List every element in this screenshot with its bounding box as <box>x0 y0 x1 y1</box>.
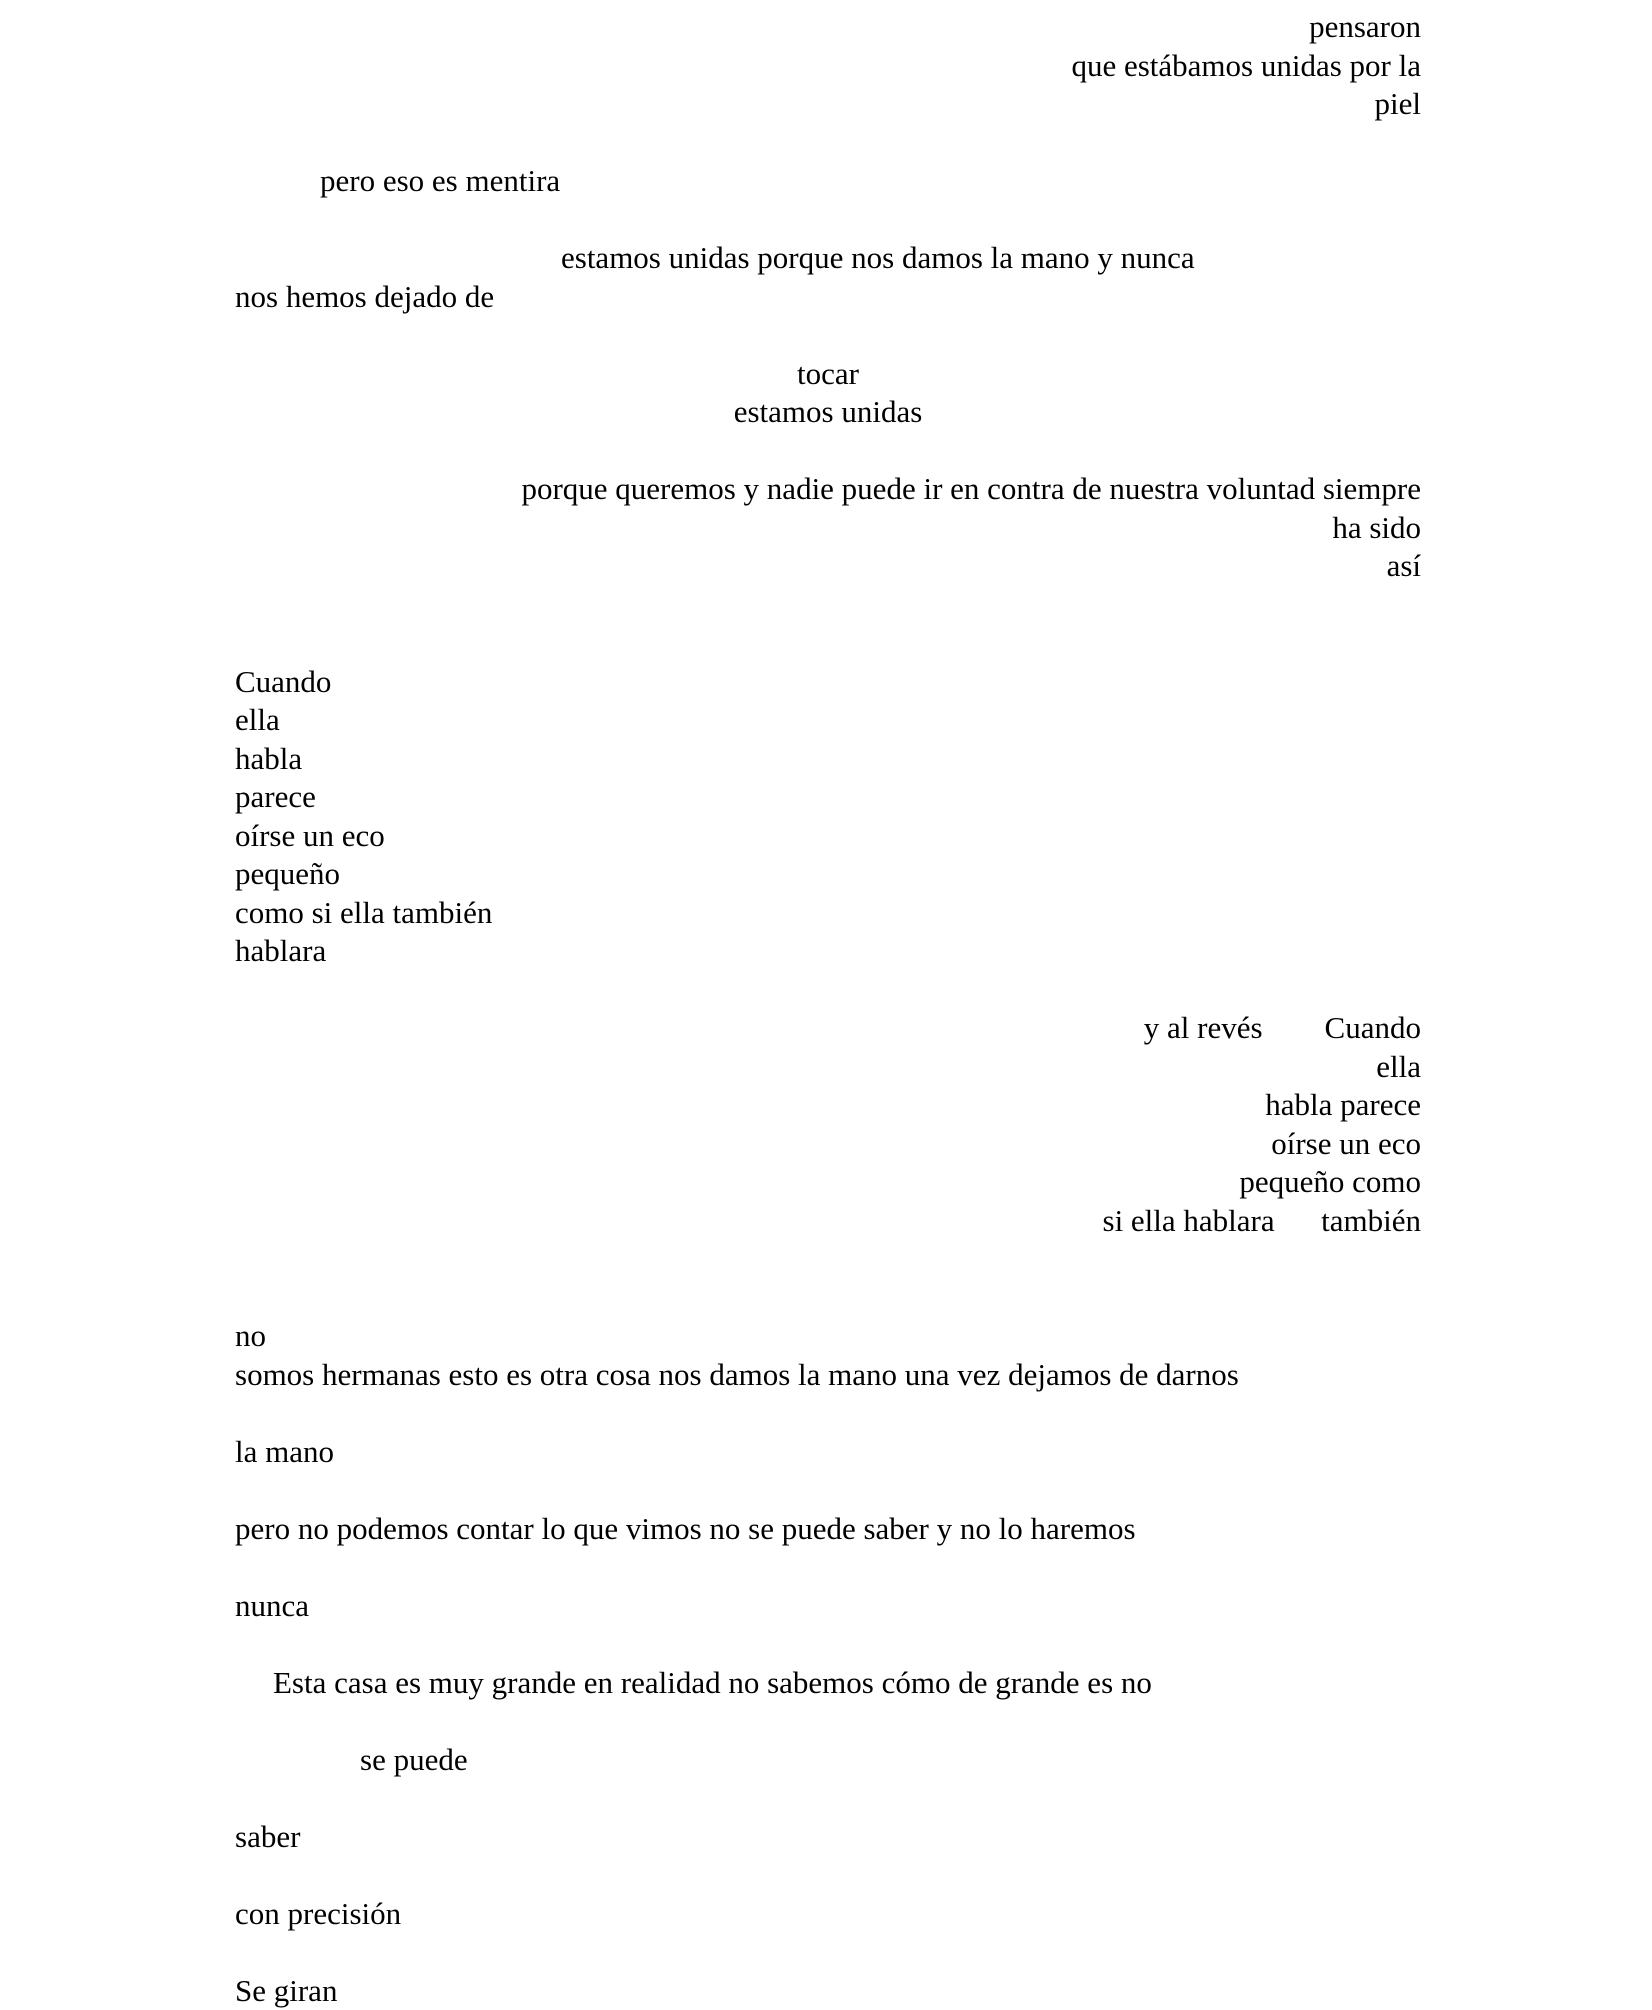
poem-line: ha sido <box>235 509 1421 548</box>
poem-line: hablara <box>235 932 1421 971</box>
poem-line: habla <box>235 740 1421 779</box>
poem-line: piel <box>235 85 1421 124</box>
poem-line: y al revés Cuando <box>235 1009 1421 1048</box>
poem-line: Cuando <box>235 663 1421 702</box>
poem-line: saber <box>235 1818 1421 1857</box>
poem-line: Esta casa es muy grande en realidad no sabemos cómo de grande es no <box>235 1664 1421 1703</box>
poem-line: somos hermanas esto es otra cosa nos damos la mano una vez dejamos de darnos <box>235 1356 1421 1395</box>
poem-line: parece <box>235 778 1421 817</box>
poem-line: ella <box>235 701 1421 740</box>
poem-line: que estábamos unidas por la <box>235 47 1421 86</box>
poem-line: oírse un eco <box>235 1125 1421 1164</box>
poem-line: porque queremos y nadie puede ir en contra de nuestra voluntad siempre <box>235 470 1421 509</box>
poem-line: tocar <box>235 355 1421 394</box>
poem-line: nunca <box>235 1587 1421 1626</box>
poem-line: pequeño como <box>235 1163 1421 1202</box>
poem-line: ella <box>235 1048 1421 1087</box>
poem-line: como si ella también <box>235 894 1421 933</box>
poem-line: estamos unidas <box>235 393 1421 432</box>
poem-line: nos hemos dejado de <box>235 278 1421 317</box>
poem-line: si ella hablara también <box>235 1202 1421 1241</box>
poem-line: no <box>235 1317 1421 1356</box>
poem-line: oírse un eco <box>235 817 1421 856</box>
poem-line: pensaron <box>235 8 1421 47</box>
poem-line: se puede <box>235 1741 1421 1780</box>
poem-line: así <box>235 547 1421 586</box>
poem-line: pequeño <box>235 855 1421 894</box>
poem-line: habla parece <box>235 1086 1421 1125</box>
poem-line: pero no podemos contar lo que vimos no se puede saber y no lo haremos <box>235 1510 1421 1549</box>
poem-line: estamos unidas porque nos damos la mano y nunca <box>235 239 1421 278</box>
poem-line: Se giran <box>235 1972 1421 2010</box>
poem-line: pero eso es mentira <box>235 162 1421 201</box>
poem-line: la mano <box>235 1433 1421 1472</box>
poem-line: con precisión <box>235 1895 1421 1934</box>
